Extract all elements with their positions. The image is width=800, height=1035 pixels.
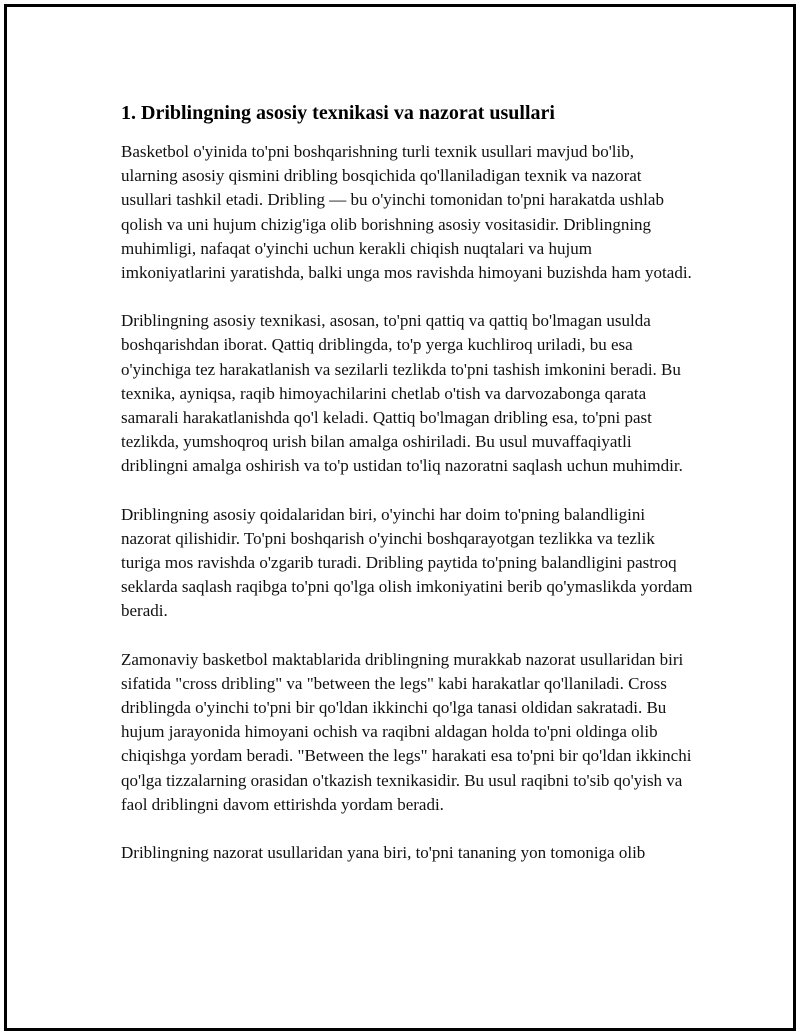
paragraph: Driblingning nazorat usullaridan yana biri, to'pni tananing yon tomoniga olib xyxy=(121,843,646,863)
page-frame xyxy=(4,4,796,1031)
paragraph: Basketbol o'yinida to'pni boshqarishning turli texnik usullari mavjud bo'lib, ularning asosiy qismini dribling bosqichida qo'llaniladigan texnik va nazorat usullari tashkil etadi. Dribling — bu o'yinchi tomonidan to'pni harakatda ushlab qolish va uni hujum chizig'iga olib borishning asosiy vositasidir. Driblingning muhimligi, nafaqat o'yinchi uchun kerakli chiqish nuqtalari va hujum imkoniyatlarini yaratishda, balki unga mos ravishda himoyani buzishda ham yotadi. xyxy=(121,142,692,283)
paragraph: Zamonaviy basketbol maktablarida driblingning murakkab nazorat usullaridan biri sifatida "cross dribling" va "between the legs" kabi harakatlar qo'llaniladi. Cross driblingda o'yinchi to'pni bir qo'ldan ikkinchi qo'lga tanasi oldidan sakratadi. Bu hujum jarayonida himoyani ochish va raqibni aldagan holda to'pni oldinga olib chiqishga yordam beradi. "Between the legs" harakati esa to'pni bir qo'ldan ikkinchi qo'lga tizzalarning orasidan o'tkazish texnikasidir. Bu usul raqibni to'sib qo'yish va faol driblingni davom ettirishda yordam beradi. xyxy=(121,649,692,814)
section-heading: 1. Driblingning asosiy texnikasi va nazorat usullari xyxy=(121,102,555,124)
document-body xyxy=(121,99,693,889)
paragraph: Driblingning asosiy qoidalaridan biri, o'yinchi har doim to'pning balandligini nazorat qilishidir. To'pni boshqarish o'yinchi boshqarayotgan tezlikka va tezlik turiga mos ravishda o'zgarib turadi. Dribling paytida to'pning balandligini pastroq seklarda saqlash raqibga to'pni qo'lga olish imkoniyatini berib qo'ymaslikda yordam beradi. xyxy=(121,504,693,621)
paragraph: Driblingning asosiy texnikasi, asosan, to'pni qattiq va qattiq bo'lmagan usulda boshqarishdan iborat. Qattiq driblingda, to'p yerga kuchliroq uriladi, bu esa o'yinchiga tez harakatlanish va sezilarli tezlikda to'pni tashish imkonini beradi. Bu texnika, ayniqsa, raqib himoyachilarini chetlab o'tish va darvozabonga qarata samarali harakatlanishda qo'l keladi. Qattiq bo'lmagan dribling esa, to'pni past tezlikda, yumshoqroq urish bilan amalga oshiriladi. Bu usul muvaffaqiyatli driblingni amalga oshirish va to'p ustidan to'liq nazoratni saqlash uchun muhimdir. xyxy=(121,311,683,476)
